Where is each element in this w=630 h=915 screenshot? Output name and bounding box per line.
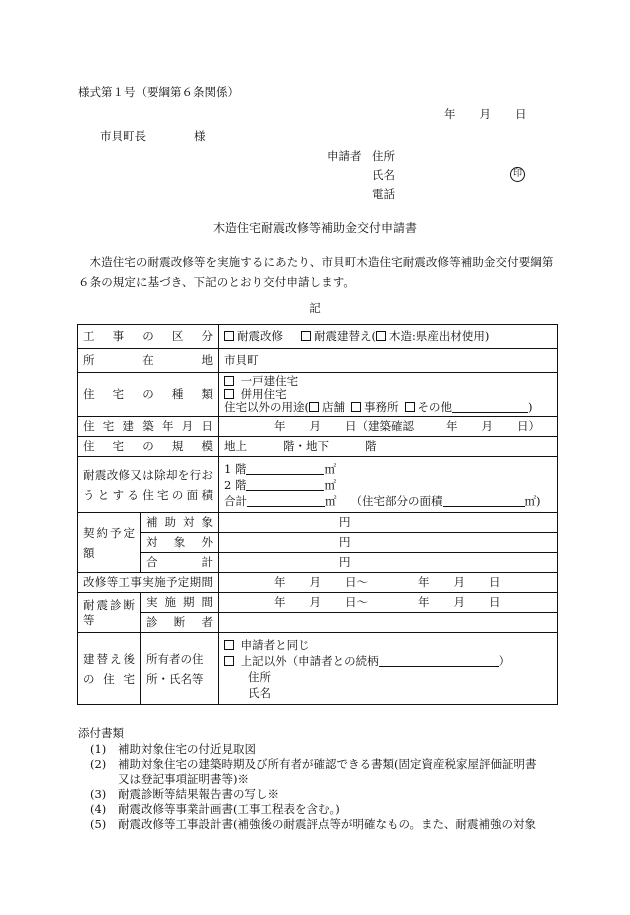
- checkbox-seismic-retrofit[interactable]: [224, 331, 234, 341]
- label-work-type: 工事の区分: [78, 325, 219, 349]
- below-ground-label: 階・地下: [283, 439, 329, 453]
- value-diagnoser[interactable]: [219, 613, 558, 633]
- attachment-text: 耐震改修等事業計画書(工事工程表を含む。): [118, 802, 340, 816]
- value-work-type: [219, 325, 558, 349]
- label-diagnosis: 耐震診断等: [78, 593, 141, 633]
- date-month: 月: [479, 107, 491, 121]
- date-line: [444, 108, 527, 122]
- application-table: [77, 324, 558, 705]
- row-build-date: [78, 417, 558, 437]
- value-build-date: [219, 417, 558, 437]
- applicant-address-label: 住所: [372, 149, 395, 163]
- build-month: 月: [309, 419, 321, 433]
- applicant-name-label: 氏名: [372, 168, 395, 182]
- value-work-period: [219, 573, 558, 593]
- form-number: 様式第１号（要綱第６条関係）: [78, 85, 239, 99]
- row-floor-area: [78, 457, 558, 513]
- option-other: その他: [417, 400, 452, 414]
- applicant-name-row: [327, 169, 395, 183]
- attachment-item: [90, 757, 560, 787]
- row-diagnoser: [78, 613, 558, 633]
- floor2-unit: ㎡: [324, 477, 336, 492]
- start-day: 日～: [345, 575, 368, 589]
- checkbox-rebuild[interactable]: [301, 331, 311, 341]
- close-paren: ): [528, 400, 533, 414]
- confirm-year: 年: [446, 419, 458, 433]
- applicant-phone-row: [327, 188, 395, 202]
- attachment-number: (5): [90, 817, 107, 831]
- checkbox-other-owner[interactable]: [224, 656, 234, 666]
- floor1-area-field[interactable]: [246, 463, 324, 475]
- option-detached: 一戸建住宅: [240, 374, 299, 388]
- attachment-text-continued: 又は登記事項証明書等)※: [118, 772, 249, 786]
- row-rebuild-owner: [78, 633, 558, 705]
- option-mixed-use: 併用住宅: [240, 387, 287, 401]
- applicant-phone-label: 電話: [372, 187, 395, 201]
- residential-area-label: （住宅部分の面積: [350, 493, 443, 508]
- addressee-name: 市貝町長: [100, 129, 146, 143]
- other-use-field[interactable]: [452, 401, 528, 413]
- confirm-month: 月: [481, 419, 493, 433]
- total-area-field[interactable]: [247, 495, 325, 507]
- attachment-number: (1): [90, 742, 107, 756]
- residential-area-unit: ㎡): [524, 493, 541, 508]
- attachment-item: [90, 787, 560, 802]
- document-title: 木造住宅耐震改修等補助金交付申請書: [212, 221, 417, 235]
- option-same-as-applicant: 申請者と同じ: [240, 637, 310, 652]
- value-location: 市貝町: [219, 349, 558, 373]
- checkbox-local-timber[interactable]: [376, 331, 386, 341]
- checkbox-same-as-applicant[interactable]: [224, 640, 234, 650]
- ki-heading: 記: [309, 301, 321, 315]
- checkbox-mixed-use[interactable]: [224, 389, 234, 399]
- row-location: [78, 349, 558, 373]
- relationship-close: ）: [498, 653, 511, 668]
- value-excluded: 円: [219, 533, 558, 553]
- attachment-number: (4): [90, 802, 107, 816]
- start-month: 月: [309, 575, 321, 589]
- label-build-date: 住宅建築年月日: [78, 417, 219, 437]
- diag-start-month: 月: [309, 595, 321, 609]
- label-work-period: 改修等工事実施予定期間: [78, 573, 219, 593]
- row-work-period: [78, 573, 558, 593]
- end-year: 年: [418, 575, 430, 589]
- label-total: 合計: [141, 553, 219, 573]
- attachment-text: 耐震診断等結果報告書の写し※: [118, 787, 279, 801]
- attachment-number: (2): [90, 757, 107, 771]
- attachments-heading: 添付書類: [78, 726, 124, 740]
- build-year: 年: [274, 419, 286, 433]
- diag-end-month: 月: [453, 595, 465, 609]
- option-seismic-retrofit: 耐震改修: [237, 329, 283, 343]
- attachment-item: [90, 817, 560, 832]
- option-store: 店舗: [322, 400, 345, 414]
- start-year: 年: [274, 575, 286, 589]
- diag-start-day: 日～: [345, 595, 368, 609]
- diag-start-year: 年: [274, 595, 286, 609]
- attachment-text: 耐震改修等工事設計書(補強後の耐震評点等が明確なもの。また、耐震補強の対象: [118, 817, 537, 831]
- seal-mark: 印: [510, 167, 525, 182]
- attachment-item: [90, 802, 560, 817]
- label-floor-area: 耐震改修又は除却を行おうとする住宅の面積: [78, 457, 219, 513]
- non-residential-use-label: 住宅以外の用途(: [224, 400, 309, 414]
- attachment-number: (3): [90, 787, 107, 801]
- row-house-type: [78, 373, 558, 417]
- building-confirmation-label: （建築確認: [356, 419, 414, 433]
- floor2-area-field[interactable]: [246, 479, 324, 491]
- floors-unit: 階: [365, 439, 377, 453]
- checkbox-detached[interactable]: [224, 376, 234, 386]
- attachment-item: [90, 742, 560, 757]
- label-house-scale: 住宅の規模: [78, 437, 219, 457]
- build-day: 日: [345, 419, 357, 433]
- attachment-text: 補助対象住宅の付近見取図: [118, 742, 256, 756]
- relationship-field[interactable]: [379, 655, 499, 667]
- label-diagnosis-period: 実施期間: [141, 593, 219, 613]
- value-house-type: [219, 373, 558, 417]
- checkbox-store[interactable]: [309, 402, 319, 412]
- row-work-type: [78, 325, 558, 349]
- row-contract-total: [78, 553, 558, 573]
- row-house-scale: [78, 437, 558, 457]
- row-contract-excluded: [78, 533, 558, 553]
- option-other-owner: 上記以外（申請者との続柄: [240, 653, 379, 668]
- floor2-label: 2 階: [224, 477, 247, 492]
- checkbox-office[interactable]: [351, 402, 361, 412]
- row-contract-subsidized: [78, 513, 558, 533]
- floor1-label: 1 階: [224, 461, 247, 476]
- diag-end-day: 日: [489, 595, 501, 609]
- value-owner-info: [219, 633, 558, 705]
- option-rebuild: 耐震建替え(: [314, 329, 376, 343]
- label-subsidized: 補助対象: [141, 513, 219, 533]
- value-total: 円: [219, 553, 558, 573]
- label-contract-amount: 契約予定額: [78, 513, 141, 573]
- value-house-scale: [219, 437, 558, 457]
- label-diagnoser: 診断者: [141, 613, 219, 633]
- body-paragraph: 木造住宅の耐震改修等を実施するにあたり、市貝町木造住宅耐震改修等補助金交付要綱第６条の規定に基づき、下記のとおり交付申請します。: [78, 255, 554, 289]
- date-year: 年: [444, 107, 456, 121]
- end-day: 日: [489, 575, 501, 589]
- checkbox-other[interactable]: [405, 402, 415, 412]
- applicant-role: 申請者: [327, 149, 362, 163]
- end-month: 月: [453, 575, 465, 589]
- owner-address-label: 住所: [248, 669, 271, 684]
- residential-area-field[interactable]: [443, 495, 525, 507]
- applicant-address-row: [327, 150, 395, 164]
- attachment-text: 補助対象住宅の建築時期及び所有者が確認できる書類(固定資産税家屋評価証明書: [118, 757, 537, 771]
- option-local-timber: 木造:県産出材使用): [389, 329, 490, 343]
- label-excluded: 対象外: [141, 533, 219, 553]
- row-diagnosis-period: [78, 593, 558, 613]
- label-location: 所在地: [78, 349, 219, 373]
- addressee-suffix: 様: [194, 129, 206, 143]
- floor1-unit: ㎡: [324, 461, 336, 476]
- owner-name-label: 氏名: [248, 685, 271, 700]
- label-house-type: 住宅の種類: [78, 373, 219, 417]
- date-day: 日: [515, 107, 527, 121]
- above-ground-label: 地上: [224, 439, 247, 453]
- total-unit: ㎡: [325, 493, 337, 508]
- value-floor-area: [219, 457, 558, 513]
- label-rebuilt-house: 建替え後の住宅: [78, 633, 141, 705]
- value-diagnosis-period: [219, 593, 558, 613]
- value-subsidized: 円: [219, 513, 558, 533]
- confirm-day: 日）: [517, 419, 540, 433]
- label-owner-info: 所有者の住所・氏名等: [141, 633, 219, 705]
- option-office: 事務所: [364, 400, 399, 414]
- diag-end-year: 年: [418, 595, 430, 609]
- addressee: [100, 130, 206, 144]
- total-label: 合計: [224, 493, 247, 508]
